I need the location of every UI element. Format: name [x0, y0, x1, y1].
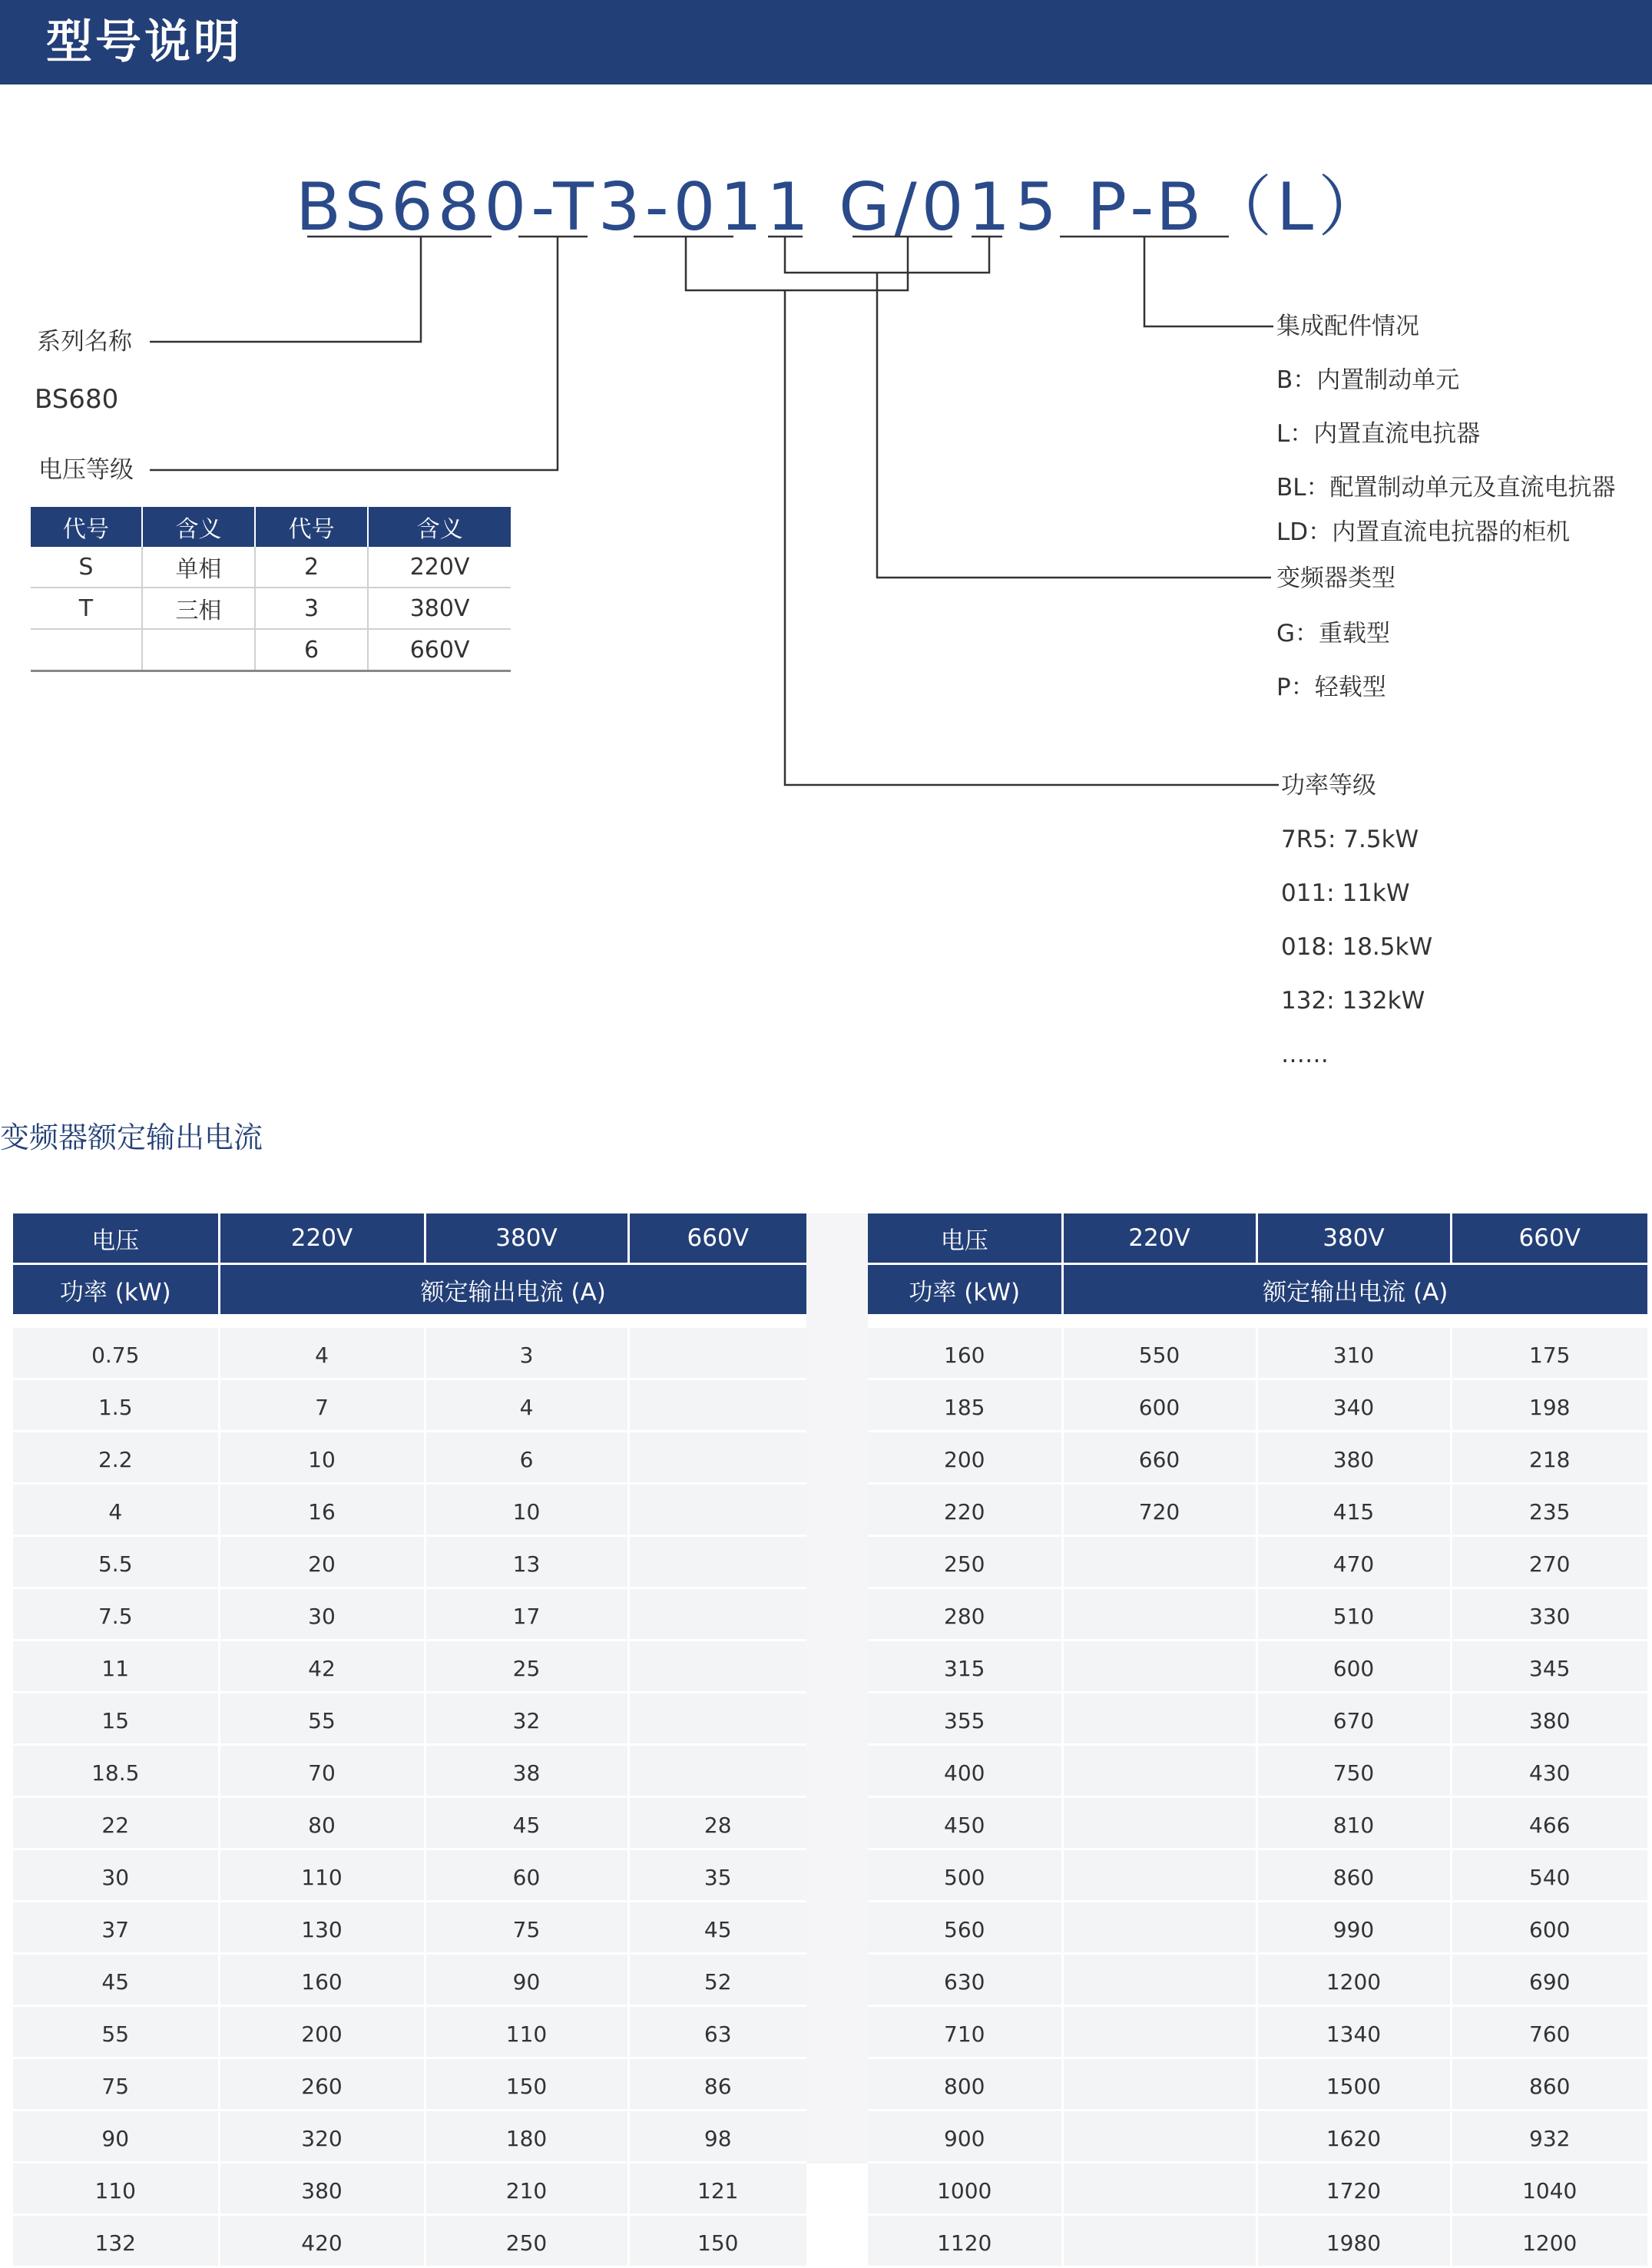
- table-row: [13, 2058, 806, 2111]
- table-cell: 470: [1256, 1536, 1451, 1588]
- table-cell: 45: [13, 1954, 219, 2006]
- series-value: BS680: [35, 384, 119, 415]
- table-header: 220V: [1062, 1213, 1256, 1264]
- table-cell: 1040: [1451, 2163, 1647, 2215]
- table-row: [13, 1902, 806, 1954]
- table-header: 功率 (kW): [13, 1264, 219, 1316]
- table-row: [13, 1432, 806, 1484]
- table-cell: 932: [1451, 2111, 1647, 2163]
- power-item: 011: 11kW: [1281, 879, 1410, 907]
- integration-item: LD：内置直流电抗器的柜机: [1276, 518, 1571, 546]
- table-cell: [628, 1536, 806, 1588]
- table-row: T 三相 3 380V: [31, 588, 511, 629]
- table-cell: 1200: [1451, 2215, 1647, 2267]
- table-header: 含义: [142, 507, 255, 547]
- table-cell: 380: [219, 2163, 425, 2215]
- table-cell: 70: [219, 1745, 425, 1797]
- power-item: 018: 18.5kW: [1281, 933, 1433, 961]
- table-row: [868, 1327, 1647, 1379]
- table-cell: 420: [219, 2215, 425, 2267]
- table-cell: 13: [425, 1536, 628, 1588]
- table-cell: [1062, 2215, 1256, 2267]
- table-cell: 380: [1451, 1693, 1647, 1745]
- table-cell: [1062, 1849, 1256, 1902]
- table-cell: 1.5: [13, 1379, 219, 1432]
- table-cell: 18.5: [13, 1745, 219, 1797]
- table-cell: 198: [1451, 1379, 1647, 1432]
- table-cell: 670: [1256, 1693, 1451, 1745]
- table-cell: 90: [425, 1954, 628, 2006]
- table-cell: 38: [425, 1745, 628, 1797]
- table-cell: 75: [13, 2058, 219, 2111]
- table-cell: 1720: [1256, 2163, 1451, 2215]
- table-cell: 540: [1451, 1849, 1647, 1902]
- table-cell: 42: [219, 1641, 425, 1693]
- table-cell: 510: [1256, 1588, 1451, 1641]
- power-item: ……: [1281, 1041, 1329, 1068]
- table-cell: 6: [425, 1432, 628, 1484]
- table-cell: 500: [868, 1849, 1062, 1902]
- table-cell: 3: [425, 1327, 628, 1379]
- table-cell: 1340: [1256, 2006, 1451, 2058]
- table-cell: 345: [1451, 1641, 1647, 1693]
- table-cell: 7.5: [13, 1588, 219, 1641]
- table-cell: 15: [13, 1693, 219, 1745]
- table-header: 220V: [219, 1213, 425, 1264]
- table-cell: [1062, 2163, 1256, 2215]
- table-cell: 1000: [868, 2163, 1062, 2215]
- table-cell: 310: [1256, 1327, 1451, 1379]
- table-cell: 990: [1256, 1902, 1451, 1954]
- table-header: 功率 (kW): [868, 1264, 1062, 1316]
- series-label: 系列名称: [37, 328, 132, 356]
- table-header: 电压: [868, 1213, 1062, 1264]
- table-cell: 75: [425, 1902, 628, 1954]
- table-row: [13, 2215, 806, 2267]
- table-cell: 55: [219, 1693, 425, 1745]
- page-title: 型号说明: [46, 15, 243, 69]
- current-table-left: [13, 1213, 806, 2268]
- table-cell: 160: [868, 1327, 1062, 1379]
- table-row: [868, 1379, 1647, 1432]
- table-cell: 4: [13, 1484, 219, 1536]
- table-cell: 660: [1062, 1432, 1256, 1484]
- table-header: 660V: [1451, 1213, 1647, 1264]
- table-cell: 200: [219, 2006, 425, 2058]
- table-cell: 560: [868, 1902, 1062, 1954]
- table-cell: 28: [628, 1797, 806, 1849]
- table-cell: 415: [1256, 1484, 1451, 1536]
- voltage-code-table: [31, 507, 511, 672]
- table-cell: 35: [628, 1849, 806, 1902]
- power-item: 7R5: 7.5kW: [1281, 826, 1419, 853]
- integration-label: 集成配件情况: [1276, 313, 1419, 340]
- current-table-right: [868, 1213, 1647, 2268]
- table-cell: 750: [1256, 1745, 1451, 1797]
- table-cell: [1062, 1588, 1256, 1641]
- table-cell: [628, 1745, 806, 1797]
- table-cell: 132: [13, 2215, 219, 2267]
- table-row: [13, 1327, 806, 1379]
- table-cell: [628, 1484, 806, 1536]
- table-cell: 150: [628, 2215, 806, 2267]
- table-cell: 60: [425, 1849, 628, 1902]
- table-cell: 175: [1451, 1327, 1647, 1379]
- table-cell: 45: [628, 1902, 806, 1954]
- table-row: [868, 1588, 1647, 1641]
- table-divider: [806, 1213, 868, 2164]
- table-cell: 340: [1256, 1379, 1451, 1432]
- table-header: 660V: [628, 1213, 806, 1264]
- table-cell: 37: [13, 1902, 219, 1954]
- table-cell: 7: [219, 1379, 425, 1432]
- table-cell: [628, 1327, 806, 1379]
- table-cell: 110: [425, 2006, 628, 2058]
- table-cell: 800: [868, 2058, 1062, 2111]
- table-cell: [1062, 1536, 1256, 1588]
- table-row: [13, 1797, 806, 1849]
- table-header: 代号: [255, 507, 368, 547]
- table-cell: 600: [1256, 1641, 1451, 1693]
- table-cell: 250: [868, 1536, 1062, 1588]
- table-row: [13, 2111, 806, 2163]
- table-cell: 600: [1062, 1379, 1256, 1432]
- table-row: [13, 1588, 806, 1641]
- table-cell: 110: [13, 2163, 219, 2215]
- section-title: 变频器额定输出电流: [0, 1121, 263, 1154]
- table-cell: 1500: [1256, 2058, 1451, 2111]
- table-header: 额定输出电流 (A): [219, 1264, 806, 1316]
- table-row: [868, 2163, 1647, 2215]
- table-cell: 260: [219, 2058, 425, 2111]
- table-cell: 30: [13, 1849, 219, 1902]
- table-cell: [1062, 2006, 1256, 2058]
- table-row: [868, 1536, 1647, 1588]
- table-cell: 22: [13, 1797, 219, 1849]
- table-row: [868, 1797, 1647, 1849]
- table-cell: 355: [868, 1693, 1062, 1745]
- table-row: [868, 1849, 1647, 1902]
- table-cell: 720: [1062, 1484, 1256, 1536]
- table-cell: 380: [1256, 1432, 1451, 1484]
- table-cell: 90: [13, 2111, 219, 2163]
- table-row: [868, 2006, 1647, 2058]
- table-cell: [1062, 1954, 1256, 2006]
- table-row: [13, 1954, 806, 2006]
- table-cell: 30: [219, 1588, 425, 1641]
- table-cell: 450: [868, 1797, 1062, 1849]
- table-row: [868, 1484, 1647, 1536]
- table-row: [868, 1693, 1647, 1745]
- table-cell: 25: [425, 1641, 628, 1693]
- table-cell: 121: [628, 2163, 806, 2215]
- table-row: [13, 2006, 806, 2058]
- table-row: [13, 1641, 806, 1693]
- table-cell: [1062, 1745, 1256, 1797]
- model-code: BS680-T3-011 G/015 P-B（L）: [296, 169, 1389, 246]
- table-cell: 16: [219, 1484, 425, 1536]
- table-cell: 690: [1451, 1954, 1647, 2006]
- table-cell: [1062, 2058, 1256, 2111]
- table-cell: 4: [425, 1379, 628, 1432]
- table-cell: 98: [628, 2111, 806, 2163]
- table-cell: 55: [13, 2006, 219, 2058]
- table-cell: 1120: [868, 2215, 1062, 2267]
- integration-item: B：内置制动单元: [1276, 366, 1460, 394]
- table-cell: 330: [1451, 1588, 1647, 1641]
- table-cell: 600: [1451, 1902, 1647, 1954]
- table-cell: 160: [219, 1954, 425, 2006]
- type-item: G：重载型: [1276, 620, 1391, 647]
- table-cell: [1062, 2111, 1256, 2163]
- table-cell: 5.5: [13, 1536, 219, 1588]
- table-row: 6 660V: [31, 629, 511, 671]
- table-cell: 1620: [1256, 2111, 1451, 2163]
- table-cell: 2.2: [13, 1432, 219, 1484]
- table-cell: 130: [219, 1902, 425, 1954]
- table-cell: 900: [868, 2111, 1062, 2163]
- table-cell: [1062, 1902, 1256, 1954]
- type-label: 变频器类型: [1276, 565, 1395, 592]
- table-cell: 11: [13, 1641, 219, 1693]
- table-cell: 466: [1451, 1797, 1647, 1849]
- table-row: [13, 1379, 806, 1432]
- table-cell: 710: [868, 2006, 1062, 2058]
- voltage-label: 电压等级: [38, 456, 134, 484]
- table-row: [868, 2058, 1647, 2111]
- table-cell: 17: [425, 1588, 628, 1641]
- table-header: 380V: [425, 1213, 628, 1264]
- table-cell: [628, 1432, 806, 1484]
- table-row: [868, 1432, 1647, 1484]
- table-cell: 1200: [1256, 1954, 1451, 2006]
- table-cell: 860: [1256, 1849, 1451, 1902]
- power-label: 功率等级: [1281, 772, 1376, 800]
- table-row: [13, 1484, 806, 1536]
- type-item: P：轻载型: [1276, 674, 1386, 701]
- table-row: [868, 2111, 1647, 2163]
- table-cell: 860: [1451, 2058, 1647, 2111]
- table-cell: 280: [868, 1588, 1062, 1641]
- table-header: 代号: [31, 507, 142, 547]
- integration-item: L：内置直流电抗器: [1276, 420, 1481, 448]
- table-cell: 270: [1451, 1536, 1647, 1588]
- table-cell: 315: [868, 1641, 1062, 1693]
- table-cell: 0.75: [13, 1327, 219, 1379]
- table-cell: 210: [425, 2163, 628, 2215]
- table-row: [13, 1693, 806, 1745]
- table-cell: [1062, 1693, 1256, 1745]
- table-cell: 250: [425, 2215, 628, 2267]
- table-cell: 86: [628, 2058, 806, 2111]
- table-cell: [1062, 1797, 1256, 1849]
- table-cell: 218: [1451, 1432, 1647, 1484]
- table-row: S 单相 2 220V: [31, 547, 511, 588]
- table-cell: [1062, 1641, 1256, 1693]
- table-row: [13, 2163, 806, 2215]
- integration-item: BL：配置制动单元及直流电抗器: [1276, 474, 1616, 502]
- table-cell: 32: [425, 1693, 628, 1745]
- table-header: 380V: [1256, 1213, 1451, 1264]
- table-row: [868, 1745, 1647, 1797]
- table-row: [13, 1745, 806, 1797]
- table-cell: 630: [868, 1954, 1062, 2006]
- table-header: 电压: [13, 1213, 219, 1264]
- table-cell: [628, 1641, 806, 1693]
- table-cell: 1980: [1256, 2215, 1451, 2267]
- table-cell: 52: [628, 1954, 806, 2006]
- table-row: [868, 1641, 1647, 1693]
- table-cell: 430: [1451, 1745, 1647, 1797]
- power-item: 132: 132kW: [1281, 987, 1425, 1015]
- table-row: [868, 2215, 1647, 2267]
- table-cell: 10: [219, 1432, 425, 1484]
- table-row: [868, 1954, 1647, 2006]
- table-header: 额定输出电流 (A): [1062, 1264, 1647, 1316]
- table-cell: 320: [219, 2111, 425, 2163]
- table-cell: 200: [868, 1432, 1062, 1484]
- table-row: [13, 1536, 806, 1588]
- table-cell: 20: [219, 1536, 425, 1588]
- table-cell: [628, 1693, 806, 1745]
- table-header: 含义: [368, 507, 511, 547]
- table-cell: [628, 1379, 806, 1432]
- table-cell: 400: [868, 1745, 1062, 1797]
- table-cell: 550: [1062, 1327, 1256, 1379]
- table-row: [13, 1849, 806, 1902]
- table-cell: 63: [628, 2006, 806, 2058]
- table-row: [868, 1902, 1647, 1954]
- table-cell: 180: [425, 2111, 628, 2163]
- table-cell: 185: [868, 1379, 1062, 1432]
- table-cell: 760: [1451, 2006, 1647, 2058]
- table-cell: 220: [868, 1484, 1062, 1536]
- table-cell: 45: [425, 1797, 628, 1849]
- table-cell: 810: [1256, 1797, 1451, 1849]
- table-cell: 110: [219, 1849, 425, 1902]
- table-cell: 150: [425, 2058, 628, 2111]
- table-cell: 80: [219, 1797, 425, 1849]
- table-cell: [628, 1588, 806, 1641]
- table-cell: 235: [1451, 1484, 1647, 1536]
- table-cell: 10: [425, 1484, 628, 1536]
- table-cell: 4: [219, 1327, 425, 1379]
